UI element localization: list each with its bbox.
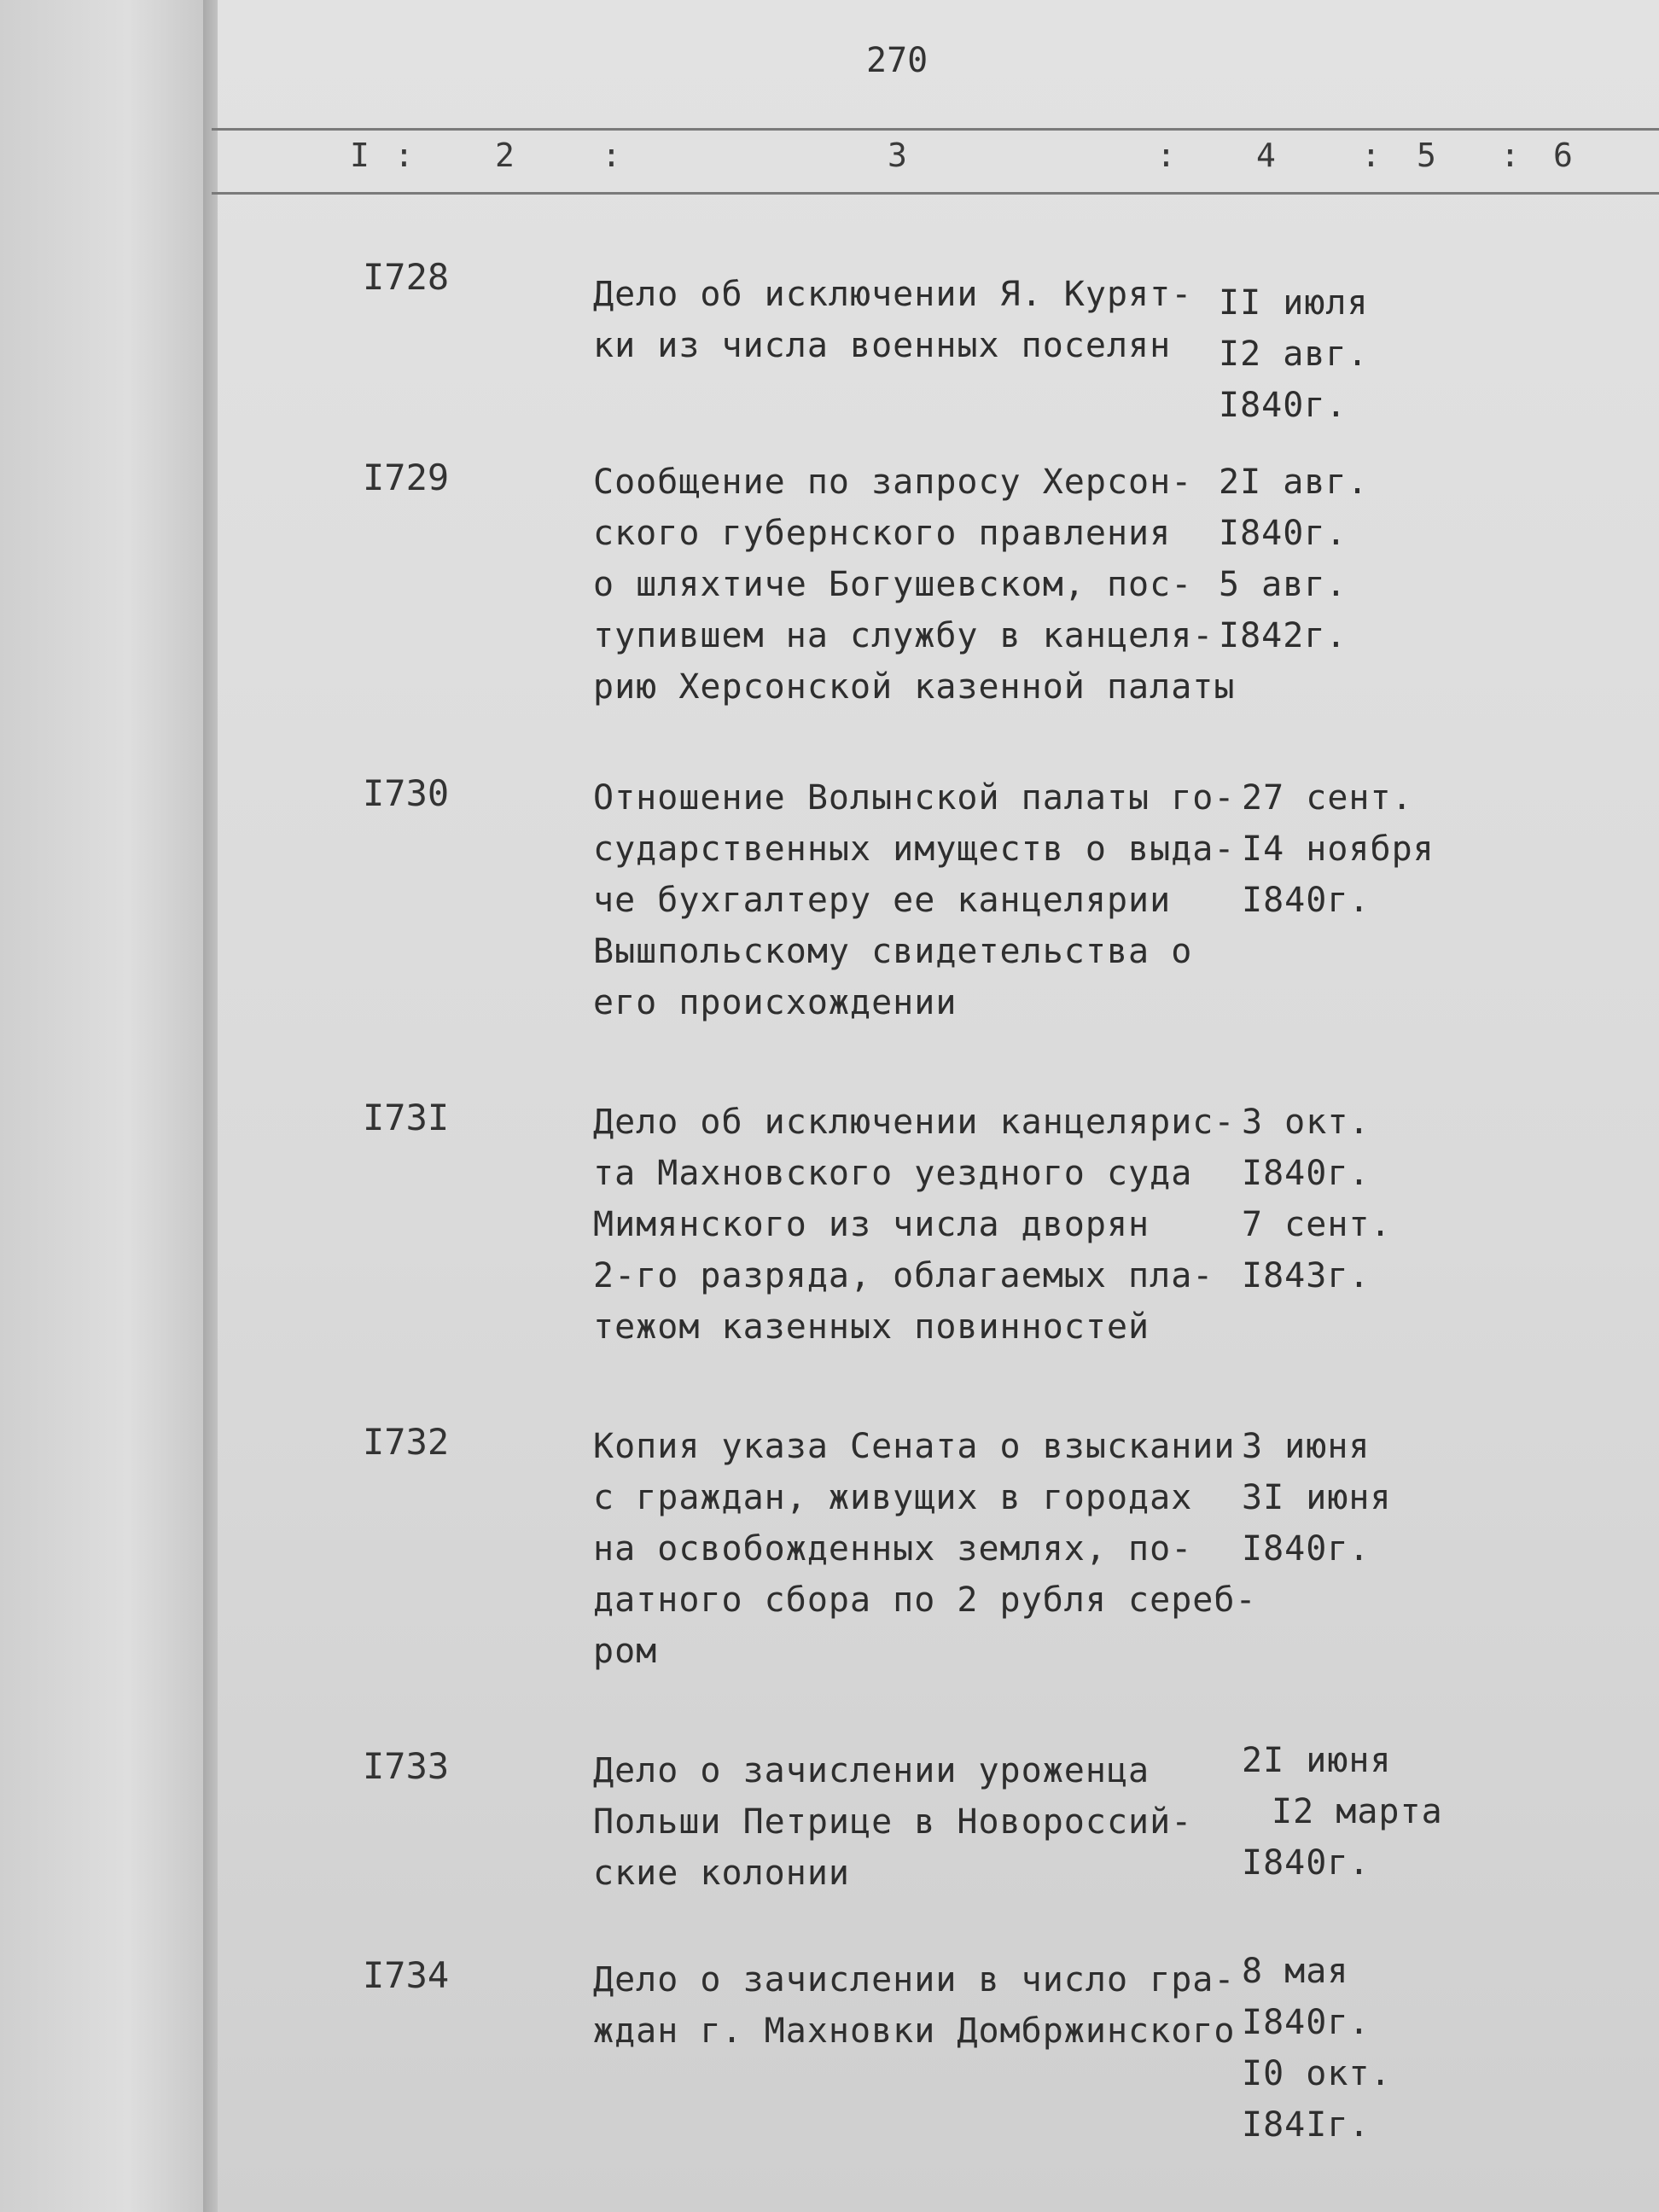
description-line: с граждан, живущих в городах: [593, 1478, 1193, 1517]
description-line: Сообщение по запросу Херсон-: [593, 463, 1193, 502]
entry-dates: [1219, 457, 1369, 661]
description-line: о шляхтиче Богушевском, пос-: [593, 565, 1193, 604]
date-line: I840г.: [1242, 881, 1371, 920]
entry-dates: [1242, 1097, 1392, 1301]
entry-description: [593, 1745, 1225, 1899]
description-line: ждан г. Махновки Домбржинского: [593, 2011, 1236, 2051]
column-separator: :: [394, 137, 414, 174]
entry-description: [593, 457, 1236, 713]
description-line: ские колонии: [593, 1854, 850, 1893]
date-line: I84Iг.: [1242, 2105, 1371, 2145]
date-line: I840г.: [1242, 1154, 1371, 1193]
date-line: I843г.: [1242, 1256, 1371, 1295]
description-line: Мимянского из числа дворян: [593, 1205, 1150, 1244]
date-line: II июля: [1219, 283, 1369, 323]
description-line: его происхождении: [593, 983, 958, 1022]
date-line: I840г.: [1242, 1843, 1371, 1883]
entry-number: I732: [363, 1421, 450, 1463]
column-header-6: 6: [1553, 137, 1573, 174]
entry-dates: [1242, 1735, 1443, 1889]
entry-dates: [1242, 1421, 1392, 1575]
date-line: I0 окт.: [1242, 2054, 1392, 2093]
entry-description: [593, 269, 1225, 371]
description-line: тупившем на службу в канцеля-: [593, 616, 1214, 655]
description-line: сударственных имуществ о выда-: [593, 830, 1236, 869]
page-number: 270: [866, 41, 928, 80]
date-line: 27 сент.: [1242, 778, 1413, 818]
date-line: I2 марта: [1272, 1792, 1443, 1831]
entry-dates: [1242, 1946, 1392, 2151]
entry-dates: [1242, 772, 1435, 926]
description-line: ского губернского правления: [593, 514, 1172, 553]
description-line: на освобожденных землях, по-: [593, 1529, 1193, 1569]
date-line: 3 июня: [1242, 1427, 1371, 1466]
entry-number: I733: [363, 1745, 450, 1787]
date-line: I840г.: [1242, 1529, 1371, 1569]
entry-dates: [1219, 277, 1369, 431]
column-header-3: 3: [888, 137, 907, 174]
date-line: 3 окт.: [1242, 1103, 1371, 1142]
description-line: тежом казенных повинностей: [593, 1307, 1150, 1347]
header-rule-top: [212, 128, 1659, 131]
header-rule-bottom: [212, 192, 1659, 195]
description-line: Дело о зачислении уроженца: [593, 1751, 1150, 1790]
date-line: I840г.: [1219, 386, 1348, 425]
date-line: 2I июня: [1242, 1741, 1392, 1780]
column-header-1: I: [350, 137, 370, 174]
date-line: 5 авг.: [1219, 565, 1348, 604]
date-line: I2 авг.: [1219, 335, 1369, 374]
entry-description: [593, 1097, 1236, 1353]
description-line: че бухгалтеру ее канцелярии: [593, 881, 1172, 920]
date-line: I840г.: [1242, 2003, 1371, 2042]
facing-page-edge: [0, 0, 213, 2212]
entry-description: [593, 1954, 1236, 2057]
date-line: 8 мая: [1242, 1952, 1349, 1991]
description-line: Дело об исключении Я. Курят-: [593, 275, 1193, 314]
entry-number: I73I: [363, 1097, 450, 1138]
description-line: Копия указа Сената о взыскании: [593, 1427, 1236, 1466]
date-line: I842г.: [1219, 616, 1348, 655]
entry-number: I729: [363, 457, 450, 498]
date-line: I840г.: [1219, 514, 1348, 553]
date-line: 3I июня: [1242, 1478, 1392, 1517]
column-separator: :: [1361, 137, 1381, 174]
column-separator: :: [1156, 137, 1176, 174]
date-line: I4 ноября: [1242, 830, 1435, 869]
description-line: рию Херсонской казенной палаты: [593, 667, 1236, 707]
date-line: 2I авг.: [1219, 463, 1369, 502]
description-line: Отношение Волынской палаты го-: [593, 778, 1236, 818]
date-line: 7 сент.: [1242, 1205, 1392, 1244]
description-line: Вышпольскому свидетельства о: [593, 932, 1193, 971]
column-separator: :: [1500, 137, 1520, 174]
entry-number: I734: [363, 1954, 450, 1996]
entry-description: [593, 1421, 1257, 1677]
description-line: та Махновского уездного суда: [593, 1154, 1193, 1193]
entry-number: I730: [363, 772, 450, 814]
description-line: ки из числа военных поселян: [593, 326, 1172, 365]
entry-number: I728: [363, 256, 450, 298]
description-line: Дело об исключении канцелярис-: [593, 1103, 1236, 1142]
description-line: Польши Петрице в Новороссий-: [593, 1802, 1193, 1842]
column-header-2: 2: [495, 137, 515, 174]
column-header-4: 4: [1256, 137, 1276, 174]
description-line: 2-го разряда, облагаемых пла-: [593, 1256, 1214, 1295]
entry-description: [593, 772, 1236, 1028]
description-line: Дело о зачислении в число гра-: [593, 1960, 1236, 2000]
column-separator: :: [602, 137, 621, 174]
description-line: датного сбора по 2 рубля сереб-: [593, 1580, 1257, 1620]
column-header-5: 5: [1417, 137, 1436, 174]
description-line: ром: [593, 1632, 658, 1671]
